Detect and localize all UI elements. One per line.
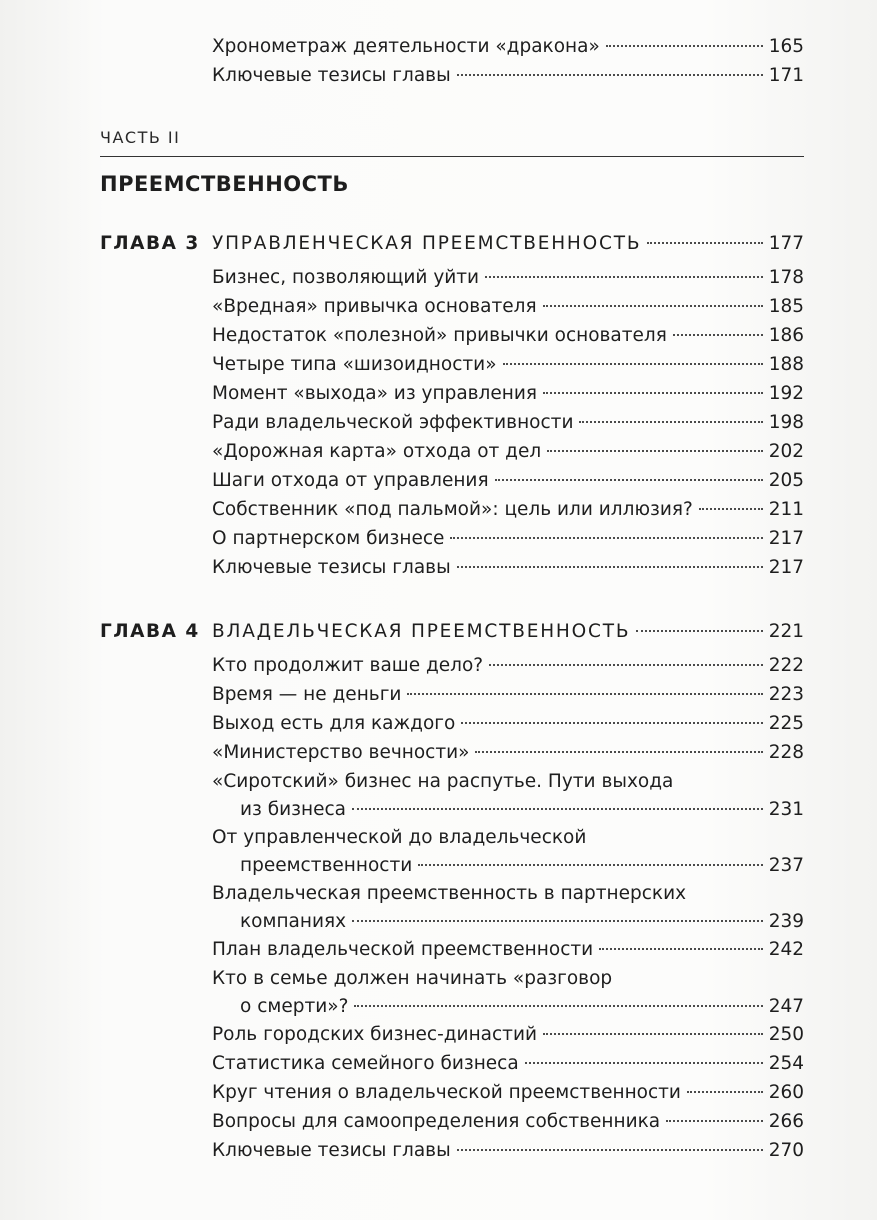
toc-entry[interactable]: [212, 496, 804, 524]
dot-leader: [606, 45, 763, 47]
entry-title: Шаги отхода от управления: [212, 470, 489, 491]
entry-title: Ключевые тезисы главы: [212, 1140, 451, 1161]
entry-title: «Дорожная карта» отхода от дел: [212, 441, 542, 462]
part-title: ПРЕЕМСТВЕННОСТЬ: [100, 172, 349, 196]
entry-page: 192: [768, 383, 804, 404]
entry-page: 228: [768, 742, 804, 763]
divider: [100, 156, 804, 157]
toc-entry[interactable]: [212, 467, 804, 495]
dot-leader: [354, 1005, 762, 1007]
toc-entry[interactable]: [240, 993, 804, 1021]
entry-page: 165: [768, 36, 804, 57]
dot-leader: [543, 392, 763, 394]
toc-entry[interactable]: [212, 525, 804, 553]
toc-entry[interactable]: [212, 409, 804, 437]
entry-title: Недостаток «полезной» привычки основателя: [212, 325, 667, 346]
entry-title: «Министерство вечности»: [212, 742, 470, 763]
entry-title-line1[interactable]: От управленческой до владельческой: [212, 827, 587, 848]
chapter-number: ГЛАВА 4: [100, 621, 200, 642]
dot-leader: [461, 722, 762, 724]
dot-leader: [457, 566, 763, 568]
toc-entry[interactable]: [240, 908, 804, 936]
toc-entry[interactable]: [212, 1021, 804, 1049]
dot-leader: [525, 1062, 763, 1064]
entry-page: 242: [768, 939, 804, 960]
entry-title: Момент «выхода» из управления: [212, 383, 538, 404]
dot-leader: [579, 421, 762, 423]
entry-page: 205: [768, 470, 804, 491]
dot-leader: [547, 450, 763, 452]
entry-title-line2: преемственности: [240, 855, 413, 876]
entry-page: 222: [768, 655, 804, 676]
part-label: ЧАСТЬ II: [100, 128, 181, 147]
toc-entry[interactable]: [240, 852, 804, 880]
entry-page: 202: [768, 441, 804, 462]
chapter-title: УПРАВЛЕНЧЕСКАЯ ПРЕЕМСТВЕННОСТЬ: [212, 233, 642, 254]
entry-title: Время — не деньги: [212, 684, 402, 705]
entry-page: 270: [768, 1140, 804, 1161]
dot-leader: [352, 920, 763, 922]
entry-title: «Вредная» привычка основателя: [212, 296, 537, 317]
toc-entry[interactable]: [212, 652, 804, 680]
entry-page: 266: [768, 1111, 804, 1132]
entry-page: 239: [768, 911, 804, 932]
toc-entry[interactable]: [212, 681, 804, 709]
entry-title-line1[interactable]: Кто в семье должен начинать «разговор: [212, 968, 613, 989]
entry-page: 260: [768, 1082, 804, 1103]
entry-title: Ключевые тезисы главы: [212, 557, 451, 578]
dot-leader: [687, 1091, 763, 1093]
dot-leader: [457, 74, 763, 76]
entry-page: 231: [768, 799, 804, 820]
entry-title: Вопросы для самоопределения собственника: [212, 1111, 661, 1132]
chapter-page: 177: [768, 233, 804, 254]
toc-entry[interactable]: [212, 322, 804, 350]
toc-entry[interactable]: [212, 351, 804, 379]
entry-page: 247: [768, 996, 804, 1017]
dot-leader: [699, 508, 763, 510]
chapter-number: ГЛАВА 3: [100, 233, 200, 254]
dot-leader: [489, 664, 763, 666]
entry-title: Бизнес, позволяющий уйти: [212, 267, 480, 288]
entry-page: 217: [768, 557, 804, 578]
entry-title: Четыре типа «шизоидности»: [212, 354, 497, 375]
toc-entry[interactable]: [212, 1050, 804, 1078]
entry-title-line2: о смерти»?: [240, 996, 349, 1017]
entry-title: Круг чтения о владельческой преемственности: [212, 1082, 681, 1103]
dot-leader: [673, 334, 763, 336]
dot-leader: [352, 808, 763, 810]
entry-title: План владельческой преемственности: [212, 939, 594, 960]
entry-page: 188: [768, 354, 804, 375]
toc-entry[interactable]: [212, 33, 804, 61]
entry-page: 198: [768, 412, 804, 433]
toc-entry[interactable]: [212, 264, 804, 292]
dot-leader: [636, 630, 762, 632]
chapter-3-heading[interactable]: [100, 230, 804, 258]
entry-title: Ключевые тезисы главы: [212, 65, 451, 86]
dot-leader: [450, 537, 762, 539]
entry-title-line2: из бизнеса: [240, 799, 346, 820]
entry-title: Роль городских бизнес-династий: [212, 1024, 538, 1045]
entry-title: Собственник «под пальмой»: цель или иллюзия?: [212, 499, 693, 520]
entry-page: 185: [768, 296, 804, 317]
chapter-page: 221: [768, 621, 804, 642]
dot-leader: [599, 948, 763, 950]
dot-leader: [495, 479, 763, 481]
toc-entry[interactable]: [212, 62, 804, 90]
toc-entry[interactable]: [212, 554, 804, 582]
entry-page: 223: [768, 684, 804, 705]
toc-entry[interactable]: [240, 796, 804, 824]
entry-page: 237: [768, 855, 804, 876]
toc-entry[interactable]: [212, 710, 804, 738]
dot-leader: [485, 276, 763, 278]
entry-title-line2: компаниях: [240, 911, 347, 932]
entry-page: 225: [768, 713, 804, 734]
dot-leader: [407, 693, 762, 695]
entry-page: 171: [768, 65, 804, 86]
entry-page: 250: [768, 1024, 804, 1045]
entry-page: 211: [768, 499, 804, 520]
chapter-title: ВЛАДЕЛЬЧЕСКАЯ ПРЕЕМСТВЕННОСТЬ: [212, 621, 631, 642]
entry-page: 186: [768, 325, 804, 346]
chapter-4-heading[interactable]: [100, 618, 804, 646]
entry-title: Кто продолжит ваше дело?: [212, 655, 484, 676]
toc-entry[interactable]: [212, 1108, 804, 1136]
dot-leader: [503, 363, 763, 365]
entry-title: Выход есть для каждого: [212, 713, 456, 734]
dot-leader: [457, 1149, 763, 1151]
dot-leader: [418, 864, 762, 866]
toc-entry[interactable]: [212, 438, 804, 466]
toc-entry[interactable]: [212, 380, 804, 408]
toc-entry[interactable]: [212, 936, 804, 964]
entry-page: 217: [768, 528, 804, 549]
entry-page: 254: [768, 1053, 804, 1074]
dot-leader: [543, 1033, 763, 1035]
entry-title: Статистика семейного бизнеса: [212, 1053, 519, 1074]
toc-entry[interactable]: [212, 293, 804, 321]
entry-title: Хронометраж деятельности «дракона»: [212, 36, 600, 57]
dot-leader: [666, 1120, 763, 1122]
toc-entry[interactable]: [212, 739, 804, 767]
entry-title-line1[interactable]: «Сиротский» бизнес на распутье. Пути выхода: [212, 771, 674, 792]
entry-page: 178: [768, 267, 804, 288]
dot-leader: [475, 751, 762, 753]
entry-title: Ради владельческой эффективности: [212, 412, 574, 433]
dot-leader: [543, 305, 763, 307]
toc-entry[interactable]: [212, 1079, 804, 1107]
entry-title: О партнерском бизнесе: [212, 528, 445, 549]
dot-leader: [647, 242, 762, 244]
entry-title-line1[interactable]: Владельческая преемственность в партнерских: [212, 883, 687, 904]
toc-entry[interactable]: [212, 1137, 804, 1165]
